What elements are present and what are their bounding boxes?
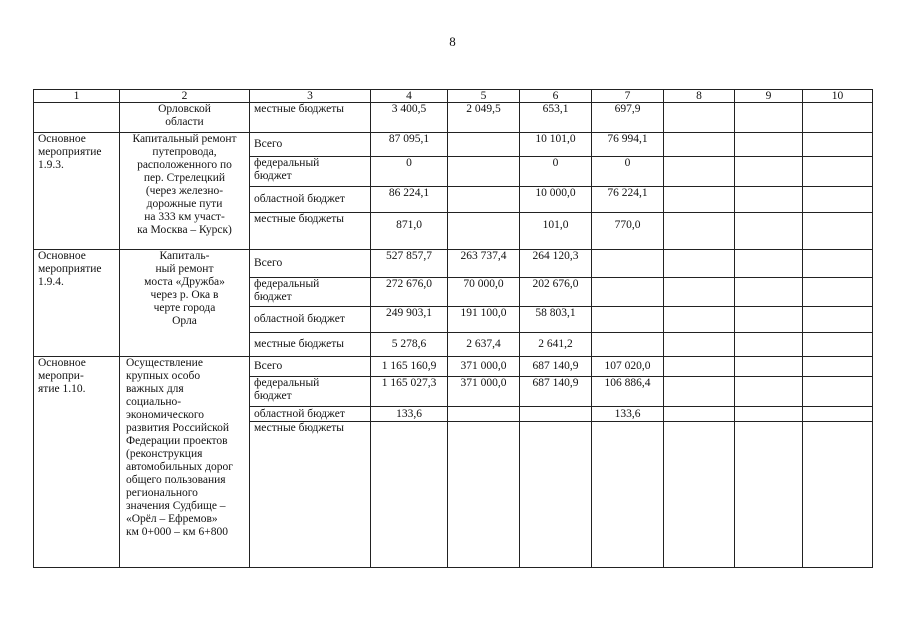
empty-cell <box>735 157 803 187</box>
empty-cell <box>735 307 803 333</box>
funding-source: федеральный бюджет <box>250 157 371 187</box>
amount-total: 133,6 <box>371 407 448 422</box>
empty-cell <box>735 333 803 357</box>
amount-year-1: 371 000,0 <box>448 377 520 407</box>
empty-cell <box>803 377 873 407</box>
event-name-cell: Капиталь- ный ремонт моста «Дружба» через р. Ока в черте города Орла <box>120 250 250 357</box>
event-name-cell: Осуществление крупных особо важных для социально- экономического развития Российской Федерации проектов (реконструкция автомобильных дорог общего пользования регионального значения Судбище – «Орёл – Ефремов» км 0+000 – км 6+800 <box>120 357 250 568</box>
amount-year-2: 202 676,0 <box>520 278 592 307</box>
empty-cell <box>735 278 803 307</box>
empty-cell <box>803 307 873 333</box>
event-name-cell: Орловской области <box>120 103 250 133</box>
amount-year-2: 264 120,3 <box>520 250 592 278</box>
amount-year-1 <box>448 133 520 157</box>
amount-year-3: 770,0 <box>592 213 664 250</box>
empty-cell <box>664 333 735 357</box>
event-cell: Основное мероприятие 1.9.4. <box>34 250 120 357</box>
column-number: 7 <box>592 90 664 103</box>
event-cell: Основное меропри- ятие 1.10. <box>34 357 120 568</box>
amount-year-1 <box>448 187 520 213</box>
amount-year-1 <box>448 213 520 250</box>
empty-cell <box>664 213 735 250</box>
funding-source: Всего <box>250 133 371 157</box>
funding-source: местные бюджеты <box>250 422 371 568</box>
amount-year-3 <box>592 422 664 568</box>
empty-cell <box>803 187 873 213</box>
amount-year-3: 0 <box>592 157 664 187</box>
amount-year-1: 263 737,4 <box>448 250 520 278</box>
empty-cell <box>735 357 803 377</box>
amount-total: 5 278,6 <box>371 333 448 357</box>
funding-source: федеральный бюджет <box>250 278 371 307</box>
empty-cell <box>735 133 803 157</box>
page-number: 8 <box>449 34 456 49</box>
empty-cell <box>735 103 803 133</box>
column-number: 10 <box>803 90 873 103</box>
amount-year-3 <box>592 307 664 333</box>
empty-cell <box>664 133 735 157</box>
funding-source: областной бюджет <box>250 187 371 213</box>
column-number: 5 <box>448 90 520 103</box>
empty-cell <box>803 103 873 133</box>
funding-source: федеральный бюджет <box>250 377 371 407</box>
funding-source: Всего <box>250 250 371 278</box>
empty-cell <box>803 357 873 377</box>
empty-cell <box>735 422 803 568</box>
table-row <box>34 357 873 377</box>
column-number: 6 <box>520 90 592 103</box>
column-number: 3 <box>250 90 371 103</box>
event-cell <box>34 103 120 133</box>
empty-cell <box>664 377 735 407</box>
amount-year-2: 10 101,0 <box>520 133 592 157</box>
table-row <box>34 133 873 157</box>
amount-year-1: 191 100,0 <box>448 307 520 333</box>
amount-year-1: 70 000,0 <box>448 278 520 307</box>
empty-cell <box>735 250 803 278</box>
amount-year-2: 687 140,9 <box>520 357 592 377</box>
empty-cell <box>803 333 873 357</box>
funding-source: областной бюджет <box>250 307 371 333</box>
empty-cell <box>803 278 873 307</box>
empty-cell <box>664 103 735 133</box>
amount-year-3: 76 994,1 <box>592 133 664 157</box>
amount-year-2: 2 641,2 <box>520 333 592 357</box>
amount-year-1: 2 049,5 <box>448 103 520 133</box>
amount-year-1 <box>448 157 520 187</box>
budget-table <box>33 89 873 568</box>
amount-total: 87 095,1 <box>371 133 448 157</box>
table-row <box>34 250 873 278</box>
amount-year-1: 371 000,0 <box>448 357 520 377</box>
amount-year-3: 76 224,1 <box>592 187 664 213</box>
funding-source: местные бюджеты <box>250 213 371 250</box>
amount-total: 527 857,7 <box>371 250 448 278</box>
empty-cell <box>803 213 873 250</box>
amount-total: 1 165 027,3 <box>371 377 448 407</box>
empty-cell <box>664 278 735 307</box>
empty-cell <box>735 407 803 422</box>
amount-year-2: 653,1 <box>520 103 592 133</box>
amount-year-3 <box>592 333 664 357</box>
empty-cell <box>735 377 803 407</box>
amount-year-3: 133,6 <box>592 407 664 422</box>
empty-cell <box>803 157 873 187</box>
column-number: 9 <box>735 90 803 103</box>
amount-total: 249 903,1 <box>371 307 448 333</box>
amount-year-2: 0 <box>520 157 592 187</box>
amount-year-3: 107 020,0 <box>592 357 664 377</box>
amount-year-2: 101,0 <box>520 213 592 250</box>
amount-year-3 <box>592 278 664 307</box>
funding-source: областной бюджет <box>250 407 371 422</box>
column-number: 1 <box>34 90 120 103</box>
amount-year-2: 58 803,1 <box>520 307 592 333</box>
amount-total: 871,0 <box>371 213 448 250</box>
amount-year-1 <box>448 422 520 568</box>
column-number: 2 <box>120 90 250 103</box>
amount-year-1: 2 637,4 <box>448 333 520 357</box>
empty-cell <box>664 357 735 377</box>
amount-year-3: 697,9 <box>592 103 664 133</box>
funding-source: местные бюджеты <box>250 333 371 357</box>
empty-cell <box>664 307 735 333</box>
funding-source: Всего <box>250 357 371 377</box>
empty-cell <box>803 422 873 568</box>
empty-cell <box>664 157 735 187</box>
amount-year-2: 10 000,0 <box>520 187 592 213</box>
empty-cell <box>803 407 873 422</box>
empty-cell <box>803 250 873 278</box>
amount-total: 3 400,5 <box>371 103 448 133</box>
amount-total: 1 165 160,9 <box>371 357 448 377</box>
column-number: 4 <box>371 90 448 103</box>
funding-source: местные бюджеты <box>250 103 371 133</box>
empty-cell <box>735 187 803 213</box>
event-cell: Основное мероприятие 1.9.3. <box>34 133 120 250</box>
amount-total <box>371 422 448 568</box>
amount-total: 86 224,1 <box>371 187 448 213</box>
empty-cell <box>664 250 735 278</box>
table-row <box>34 103 873 133</box>
amount-year-2 <box>520 407 592 422</box>
amount-year-1 <box>448 407 520 422</box>
amount-total: 272 676,0 <box>371 278 448 307</box>
column-number-row <box>34 90 873 103</box>
amount-total: 0 <box>371 157 448 187</box>
amount-year-3: 106 886,4 <box>592 377 664 407</box>
empty-cell <box>803 133 873 157</box>
amount-year-3 <box>592 250 664 278</box>
amount-year-2: 687 140,9 <box>520 377 592 407</box>
amount-year-2 <box>520 422 592 568</box>
empty-cell <box>735 213 803 250</box>
empty-cell <box>664 422 735 568</box>
empty-cell <box>664 407 735 422</box>
column-number: 8 <box>664 90 735 103</box>
event-name-cell: Капитальный ремонт путепровода, расположенного по пер. Стрелецкий (через железно- дорожные пути на 333 км участ- ка Москва – Курск) <box>120 133 250 250</box>
empty-cell <box>664 187 735 213</box>
